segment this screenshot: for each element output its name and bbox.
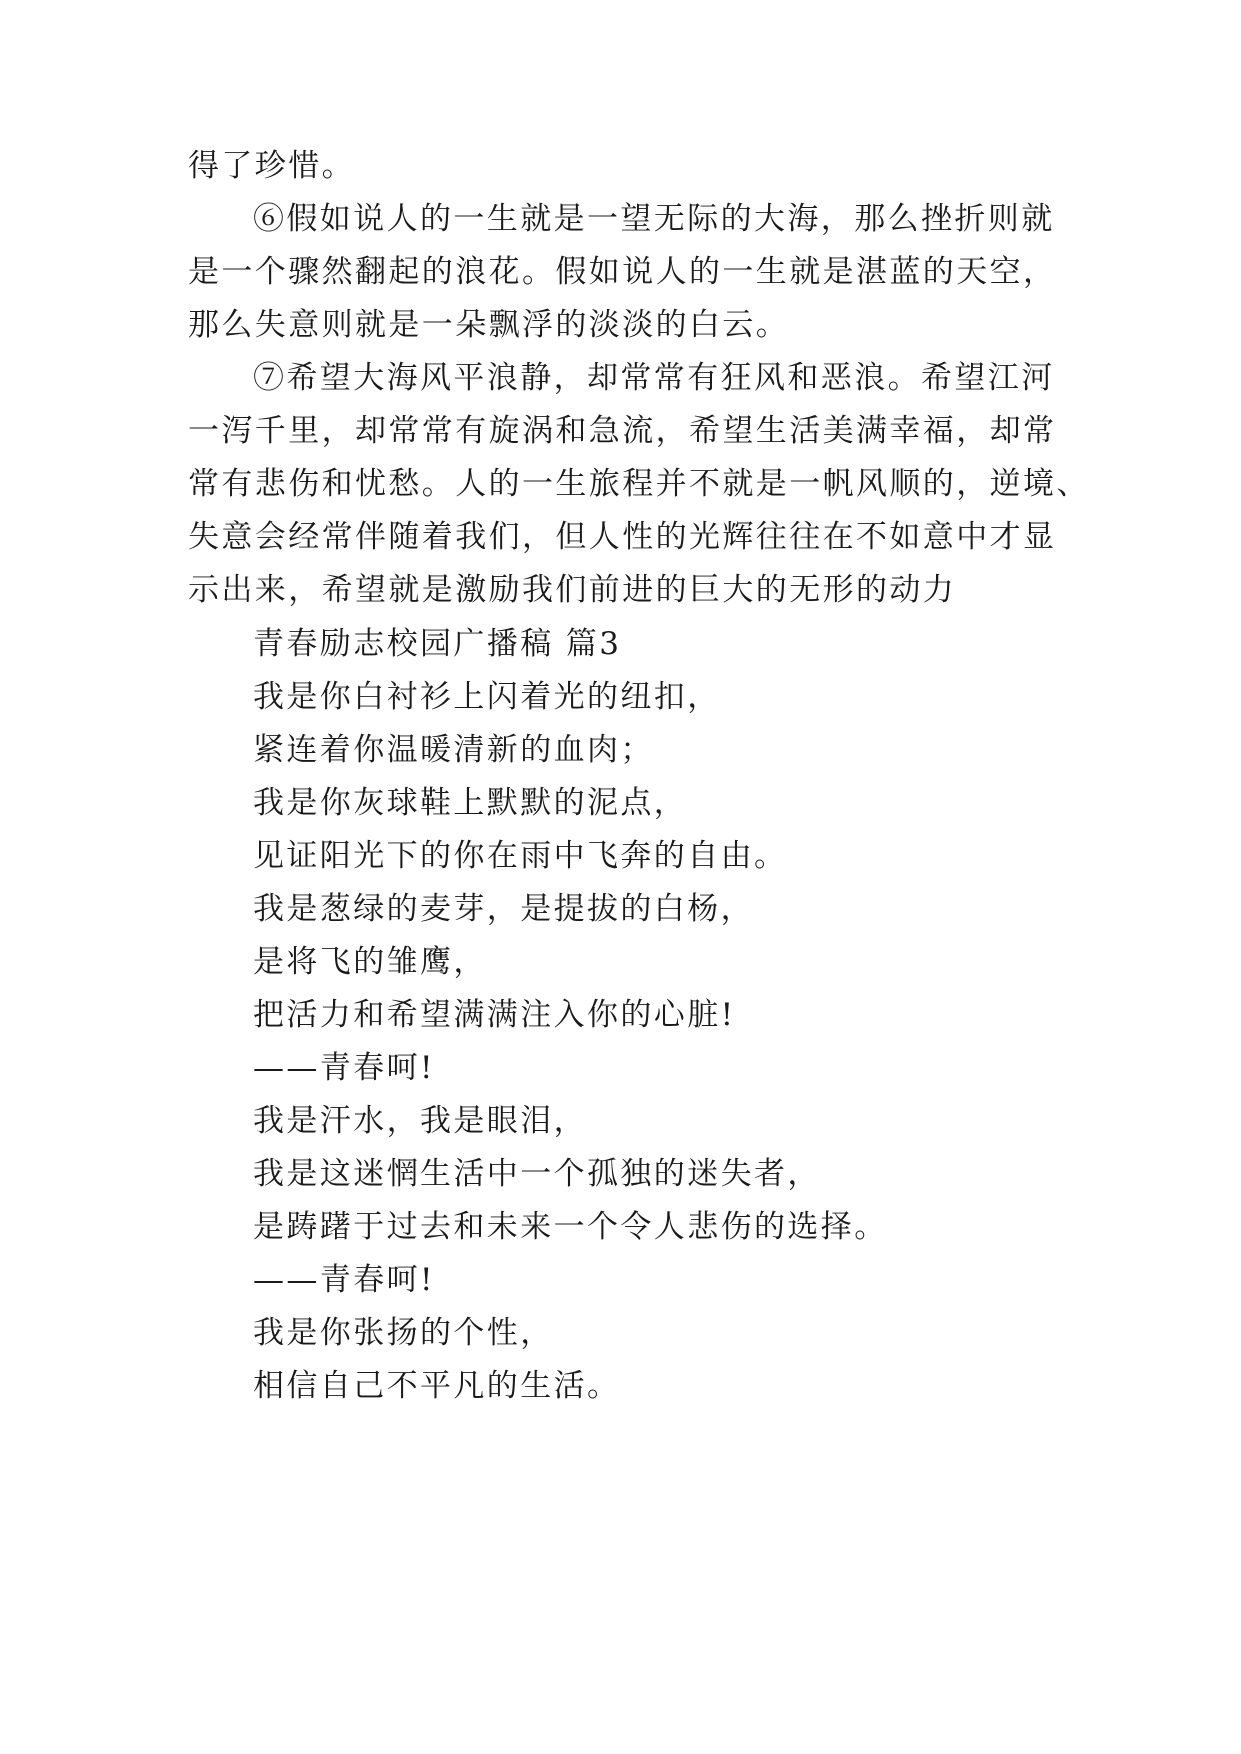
- poem-line: 是将飞的雏鹰，: [253, 944, 487, 980]
- text-line: 示出来，希望就是激励我们前进的巨大的无形的动力: [188, 572, 957, 608]
- text-line: 得了珍惜。: [188, 148, 355, 184]
- text-line: 常有悲伤和忧愁。人的一生旅程并不就是一帆风顺的，逆境、: [188, 466, 1090, 502]
- poem-refrain: ——青春呵!: [253, 1050, 435, 1086]
- poem-line: 紧连着你温暖清新的血肉；: [253, 732, 654, 768]
- poem-line: 我是这迷惘生活中一个孤独的迷失者，: [253, 1156, 821, 1192]
- paragraph-6-start: ⑥假如说人的一生就是一望无际的大海，那么挫折则就: [253, 201, 1055, 237]
- section-heading: 青春励志校园广播稿 篇3: [253, 626, 622, 662]
- paragraph-7-start: ⑦希望大海风平浪静，却常常有狂风和恶浪。希望江河: [253, 360, 1055, 396]
- poem-line: 我是汗水，我是眼泪，: [253, 1103, 587, 1139]
- poem-line: 见证阳光下的你在雨中飞奔的自由。: [253, 838, 788, 874]
- poem-refrain: ——青春呵!: [253, 1262, 435, 1298]
- text-line: 是一个骤然翻起的浪花。假如说人的一生就是湛蓝的天空，: [188, 254, 1057, 290]
- poem-line: 我是葱绿的麦芽，是提拔的白杨，: [253, 891, 754, 927]
- poem-line: 相信自己不平凡的生活。: [253, 1368, 621, 1404]
- poem-line: 我是你张扬的个性，: [253, 1315, 554, 1351]
- text-line: 失意会经常伴随着我们，但人性的光辉往往在不如意中才显: [188, 519, 1057, 555]
- poem-line: 把活力和希望满满注入你的心脏!: [253, 997, 736, 1033]
- poem-line: 我是你灰球鞋上默默的泥点，: [253, 785, 688, 821]
- text-line: 那么失意则就是一朵飘浮的淡淡的白云。: [188, 307, 790, 343]
- poem-line: 是踌躇于过去和未来一个令人悲伤的选择。: [253, 1209, 888, 1245]
- text-line: 一泻千里，却常常有旋涡和急流，希望生活美满幸福，却常: [188, 413, 1057, 449]
- poem-line: 我是你白衬衫上闪着光的纽扣，: [253, 679, 721, 715]
